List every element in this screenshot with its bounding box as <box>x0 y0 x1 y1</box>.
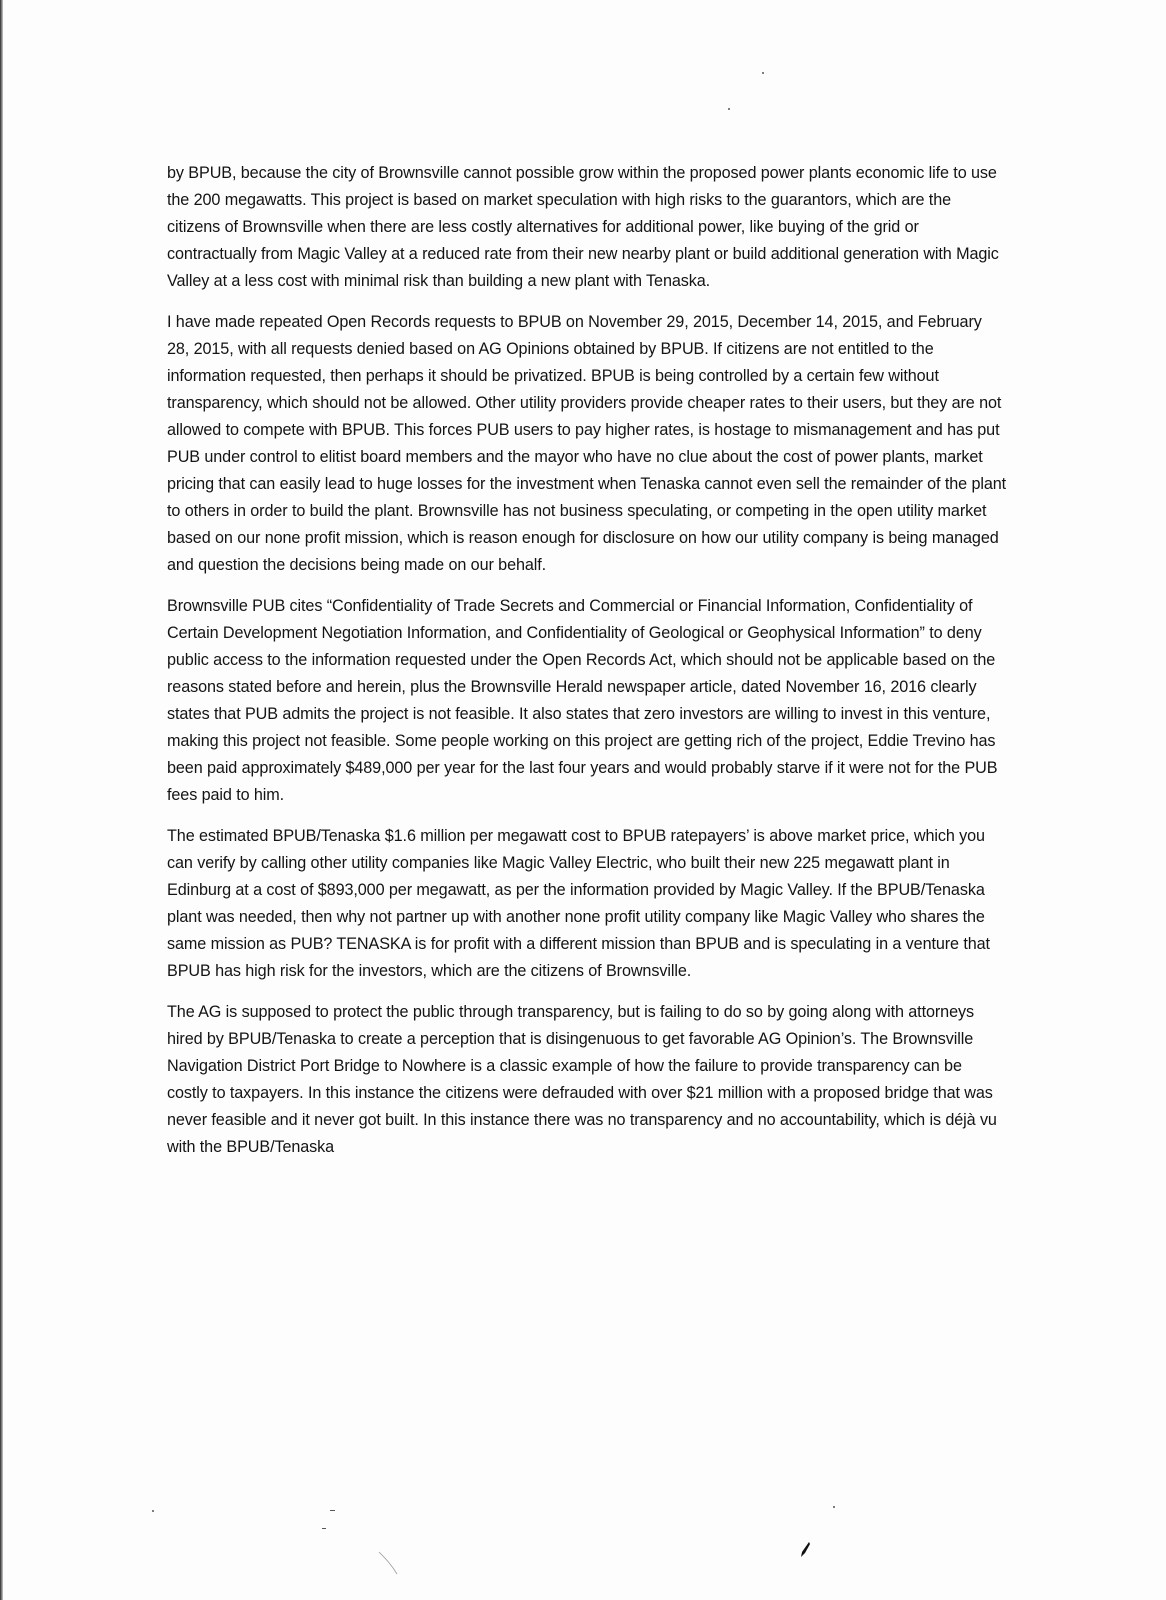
scan-edge-shadow <box>0 0 3 1600</box>
letter-body <box>167 160 1007 1175</box>
paragraph-5: The AG is supposed to protect the public through transparency, but is failing to do so by going along with attorneys hired by BPUB/Tenaska to create a perception that is disingenuous to get favorable AG Opinion’s. The Brownsville Navigation District Port Bridge to Nowhere is a classic example of how the failure to provide transparency can be costly to taxpayers. In this instance the citizens were defrauded with over $21 million with a proposed bridge that was never feasible and it never got built. In this instance there was no transparency and no accountability, which is déjà vu with the BPUB/Tenaska <box>167 1003 997 1156</box>
pen-mark <box>798 1540 812 1560</box>
scan-stroke-mark <box>375 1548 405 1578</box>
scan-speck <box>833 1506 835 1508</box>
paragraph-4: The estimated BPUB/Tenaska $1.6 million per megawatt cost to BPUB ratepayers’ is above market price, which you can verify by calling other utility companies like Magic Valley Electric, who built their new 225 megawatt plant in Edinburg at a cost of $893,000 per megawatt, as per the information provided by Magic Valley. If the BPUB/Tenaska plant was needed, then why not partner up with another none profit utility company like Magic Valley who shares the same mission as PUB? TENASKA is for profit with a different mission than BPUB and is speculating in a venture that BPUB has high risk for the investors, which are the citizens of Brownsville. <box>167 827 990 980</box>
scan-speck <box>152 1510 154 1512</box>
scan-speck <box>728 108 730 110</box>
scan-speck <box>330 1510 335 1511</box>
scan-speck <box>322 1528 326 1529</box>
paragraph-2: I have made repeated Open Records requests to BPUB on November 29, 2015, December 14, 2015, and February 28, 2015, with all requests denied based on AG Opinions obtained by BPUB. If citizens are not entitled to the information requested, then perhaps it should be privatized. BPUB is being controlled by a certain few without transparency, which should not be allowed. Other utility providers provide cheaper rates to their users, but they are not allowed to compete with BPUB. This forces PUB users to pay higher rates, is hostage to mismanagement and has put PUB under control to elitist board members and the mayor who have no clue about the cost of power plants, market pricing that can easily lead to huge losses for the investment when Tenaska cannot even sell the remainder of the plant to others in order to build the plant. Brownsville has not business speculating, or competing in the open utility market based on our none profit mission, which is reason enough for disclosure on how our utility company is being managed and question the decisions being made on our behalf. <box>167 313 1007 574</box>
paragraph-3: Brownsville PUB cites “Confidentiality of Trade Secrets and Commercial or Financial Information, Confidentiality of Certain Development Negotiation Information, and Confidentiality of Geological or Geophysical Information” to deny public access to the information requested under the Open Records Act, which should not be applicable based on the reasons stated before and herein, plus the Brownsville Herald newspaper article, dated November 16, 2016 clearly states that PUB admits the project is not feasible. It also states that zero investors are willing to invest in this venture, making this project not feasible. Some people working on this project are getting rich of the project, Eddie Trevino has been paid approximately $489,000 per year for the last four years and would probably starve if it were not for the PUB fees paid to him. <box>167 597 998 804</box>
paragraph-1: by BPUB, because the city of Brownsville cannot possible grow within the proposed power plants economic life to use the 200 megawatts. This project is based on market speculation with high risks to the guarantors, which are the citizens of Brownsville when there are less costly alternatives for additional power, like buying of the grid or contractually from Magic Valley at a reduced rate from their new nearby plant or build additional generation with Magic Valley at a less cost with minimal risk than building a new plant with Tenaska. <box>167 164 999 290</box>
scan-speck <box>762 72 764 74</box>
